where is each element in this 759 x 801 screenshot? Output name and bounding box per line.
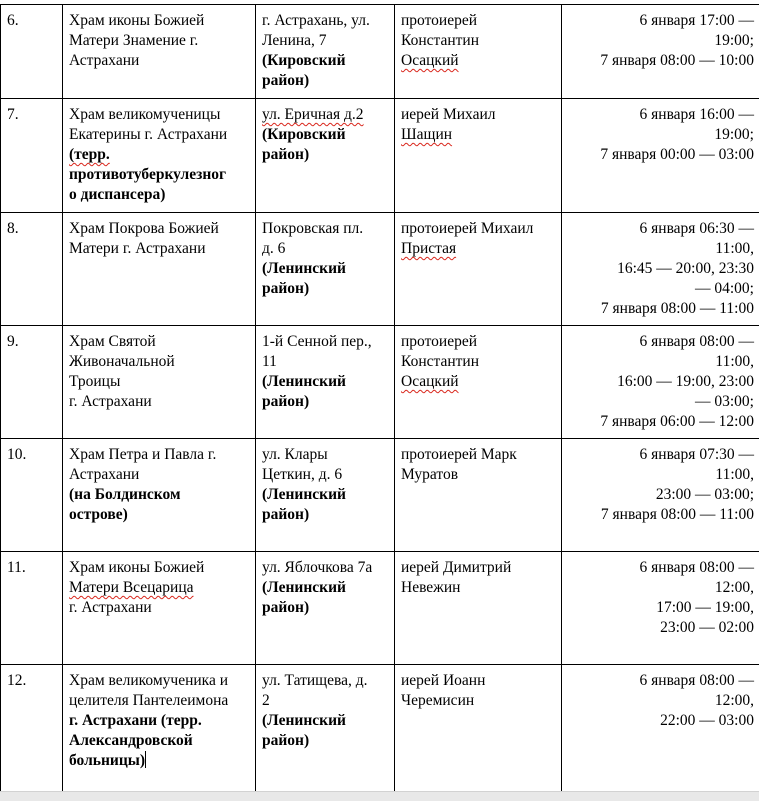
address-cell — [256, 552, 395, 665]
text-cursor — [145, 751, 146, 768]
church-text-line: Матери г. Астрахани — [69, 240, 206, 257]
church-text-line: Екатерины г. Астрахани — [69, 126, 228, 143]
times-text-line: 11:00, — [715, 466, 754, 483]
times-text-line: 7 января 06:00 — 12:00 — [600, 413, 754, 430]
address-text-line: г. Астрахань, ул. — [262, 12, 370, 29]
priest-text-line: Пристая — [401, 240, 457, 257]
church-name-cell — [63, 665, 256, 801]
address-text-line: Покровская пл. — [262, 220, 364, 237]
address-text-line: район) — [262, 72, 310, 89]
address-text-line: (Ленинский — [262, 712, 346, 729]
times-text-line: 6 января 06:30 — — [639, 220, 754, 237]
service-times-cell — [562, 552, 759, 665]
times-text-line: 16:45 — 20:00, 23:30 — [617, 260, 754, 277]
times-text-line: 12:00, — [714, 692, 754, 709]
times-text-line: 23:00 — 02:00 — [660, 619, 754, 636]
times-text-line: 16:00 — 19:00, 23:00 — [617, 373, 754, 390]
church-text-line: (терр. — [69, 146, 110, 163]
church-text-line: Матери Знамение г. — [69, 32, 199, 49]
address-text-line: ул. Яблочкова 7а — [262, 559, 373, 576]
address-text-line: район) — [262, 506, 310, 523]
address-text-line: (Кировский — [262, 52, 346, 69]
service-times-cell — [562, 5, 759, 99]
address-text-line: район) — [262, 732, 310, 749]
address-text-line: район) — [262, 146, 310, 163]
service-times-cell — [562, 665, 759, 801]
priest-text-line: протоиерей — [401, 12, 478, 29]
service-times-cell — [562, 439, 759, 552]
priest-text-line: протоиерей Марк — [401, 446, 517, 463]
times-text-line: 6 января 16:00 — — [639, 106, 754, 123]
church-text-line: Живоначальной — [69, 353, 175, 370]
row-number-cell — [1, 326, 63, 439]
church-name-cell — [63, 326, 256, 439]
church-name-cell — [63, 439, 256, 552]
times-text-line: 19:00; — [714, 32, 754, 49]
church-text-line: острове) — [69, 506, 128, 523]
address-text-line: район) — [262, 280, 310, 297]
priest-text-line: протоиерей Михаил — [401, 220, 534, 237]
address-cell — [256, 5, 395, 99]
times-text-line: 23:00 — 03:00; — [655, 486, 754, 503]
address-text-line: 11 — [262, 353, 277, 370]
table-row — [1, 5, 759, 99]
priest-cell — [395, 213, 562, 326]
times-text-line: 7 января 00:00 — 03:00 — [600, 146, 754, 163]
church-text-line: Астрахани — [69, 466, 140, 483]
church-name-cell — [63, 5, 256, 99]
times-text-line: 7 января 08:00 — 11:00 — [600, 300, 754, 317]
times-text-line: 22:00 — 03:00 — [660, 712, 754, 729]
row-number: 12. — [7, 672, 27, 689]
priest-text-line: иерей Михаил — [401, 106, 496, 123]
church-text-line: Александровской — [69, 732, 193, 749]
priest-text-line: Невежин — [401, 579, 461, 596]
address-text-line: район) — [262, 393, 310, 410]
church-text-line: противотуберкулезног — [69, 166, 227, 183]
service-times-cell — [562, 213, 759, 326]
row-number-cell — [1, 99, 63, 213]
priest-text-line: иерей Иоанн — [401, 672, 486, 689]
times-text-line: 19:00; — [714, 126, 754, 143]
priest-text-line: Осацкий — [401, 373, 459, 390]
church-name-cell — [63, 99, 256, 213]
church-schedule-table — [0, 4, 759, 801]
times-text-line: 12:00, — [714, 579, 754, 596]
church-text-line: Астрахани — [69, 52, 140, 69]
church-text-line: Храм иконы Божией — [69, 12, 205, 29]
priest-text-line: Муратов — [401, 466, 459, 483]
times-text-line: 6 января 07:30 — — [639, 446, 754, 463]
address-text-line: 2 — [262, 692, 270, 709]
address-text-line: (Ленинский — [262, 486, 346, 503]
times-text-line: 11:00, — [715, 240, 754, 257]
priest-cell — [395, 5, 562, 99]
church-name-cell — [63, 552, 256, 665]
church-text-line: Троицы — [69, 373, 121, 390]
priest-text-line: Осацкий — [401, 52, 459, 69]
address-text-line: (Ленинский — [262, 260, 346, 277]
church-text-line: Храм великомученика и — [69, 672, 229, 689]
times-text-line: 17:00 — 19:00, — [656, 599, 754, 616]
address-cell — [256, 439, 395, 552]
times-text-line: — 04:00; — [695, 280, 754, 297]
address-cell — [256, 326, 395, 439]
priest-cell — [395, 665, 562, 801]
row-number-cell — [1, 5, 63, 99]
address-cell — [256, 213, 395, 326]
church-text-line: г. Астрахани — [69, 393, 152, 410]
address-cell — [256, 99, 395, 213]
church-text-line: Храм иконы Божией — [69, 559, 205, 576]
times-text-line: 6 января 17:00 — — [639, 12, 754, 29]
service-times-cell — [562, 99, 759, 213]
times-text-line: 6 января 08:00 — — [639, 559, 754, 576]
row-number: 7. — [7, 106, 19, 123]
row-number-cell — [1, 665, 63, 801]
church-text-line: г. Астрахани — [69, 599, 152, 616]
table-row — [1, 99, 759, 213]
row-number: 11. — [7, 559, 26, 576]
times-text-line: 6 января 08:00 — — [639, 333, 754, 350]
service-times-cell — [562, 326, 759, 439]
church-text-line: Храм Святой — [69, 333, 156, 350]
church-text-line: Храм Покрова Божией — [69, 220, 219, 237]
row-number-cell — [1, 213, 63, 326]
address-text-line: ул. Татищева, д. — [262, 672, 368, 689]
address-text-line: (Кировский — [262, 126, 346, 143]
priest-cell — [395, 552, 562, 665]
address-text-line: ул. Клары — [262, 446, 328, 463]
church-text-line: о диспансера) — [69, 186, 166, 203]
church-text-line: Храм Петра и Павла г. — [69, 446, 217, 463]
church-text-line: Матери Всецарица — [69, 579, 194, 596]
times-text-line: 6 января 08:00 — — [639, 672, 754, 689]
address-text-line: (Ленинский — [262, 373, 346, 390]
address-text-line: Ленина, 7 — [262, 32, 327, 49]
church-text-line: Храм великомученицы — [69, 106, 221, 123]
priest-cell — [395, 326, 562, 439]
table-row — [1, 552, 759, 665]
priest-text-line: Константин — [401, 353, 479, 370]
row-number: 8. — [7, 220, 19, 237]
row-number: 10. — [7, 446, 27, 463]
table-row — [1, 326, 759, 439]
church-name-cell — [63, 213, 256, 326]
table-row — [1, 665, 759, 801]
address-text-line: 1-й Сенной пер., — [262, 333, 372, 350]
times-text-line: 11:00, — [715, 353, 754, 370]
table-row — [1, 213, 759, 326]
priest-text-line: иерей Димитрий — [401, 559, 512, 576]
church-text-line: целителя Пантелеимона — [69, 692, 229, 709]
times-text-line: 7 января 08:00 — 10:00 — [600, 52, 754, 69]
address-text-line: (Ленинский — [262, 579, 346, 596]
row-number-cell — [1, 552, 63, 665]
address-text-line: д. 6 — [262, 240, 286, 257]
priest-text-line: Черемисин — [401, 692, 475, 709]
church-text-line: больницы) — [69, 752, 146, 769]
address-text-line: Цеткин, д. 6 — [262, 466, 343, 483]
times-text-line: 7 января 08:00 — 11:00 — [600, 506, 754, 523]
church-text-line: г. Астрахани (терр. — [69, 712, 202, 729]
table-row — [1, 439, 759, 552]
address-text-line: район) — [262, 599, 310, 616]
priest-text-line: протоиерей — [401, 333, 478, 350]
row-number: 6. — [7, 12, 19, 29]
row-number: 9. — [7, 333, 19, 350]
priest-text-line: Шащин — [401, 126, 453, 143]
times-text-line: — 03:00; — [695, 393, 754, 410]
window-bottom-edge — [0, 791, 759, 801]
address-text-line: ул. Еричная д.2 — [262, 106, 364, 123]
priest-cell — [395, 439, 562, 552]
address-cell — [256, 665, 395, 801]
priest-text-line: Константин — [401, 32, 479, 49]
row-number-cell — [1, 439, 63, 552]
church-text-line: (на Болдинском — [69, 486, 181, 503]
priest-cell — [395, 99, 562, 213]
